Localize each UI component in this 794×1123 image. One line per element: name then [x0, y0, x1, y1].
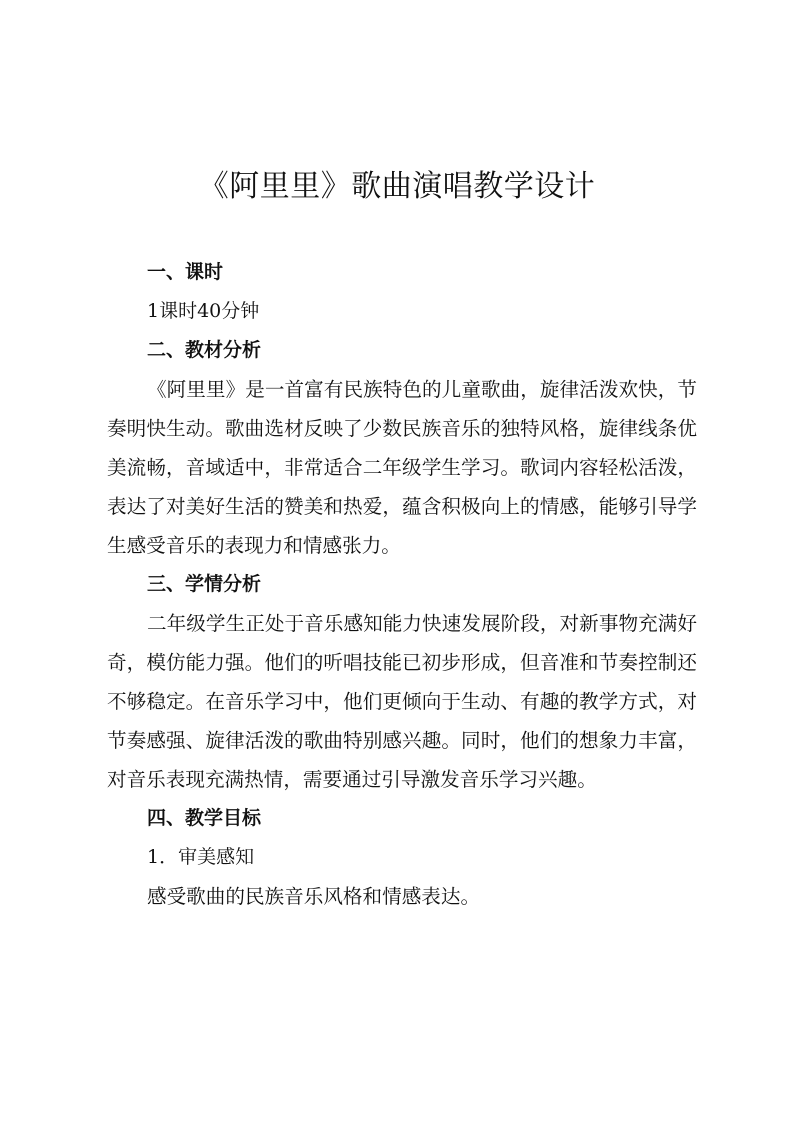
document-body	[107, 253, 697, 916]
section-heading-material-analysis: 二、教材分析	[147, 339, 262, 361]
class-hours-text: 1课时40分钟	[147, 300, 260, 322]
section-heading-student-analysis: 三、学情分析	[147, 573, 262, 595]
teaching-goal-subheading: 1．审美感知	[147, 846, 255, 868]
material-analysis-paragraph: 《阿里里》是一首富有民族特色的儿童歌曲，旋律活泼欢快，节奏明快生动。歌曲选材反映了少数民族音乐的独特风格，旋律线条优美流畅，音域适中，非常适合二年级学生学习。歌词内容轻松活泼，表达了对美好生活的赞美和热爱，蕴含积极向上的情感，能够引导学生感受音乐的表现力和情感张力。	[107, 378, 697, 557]
section-heading-class-hours: 一、课时	[147, 261, 224, 283]
document-title: 《阿里里》歌曲演唱教学设计	[198, 169, 596, 205]
teaching-goal-paragraph: 感受歌曲的民族音乐风格和情感表达。	[147, 885, 481, 908]
student-analysis-paragraph: 二年级学生正处于音乐感知能力快速发展阶段，对新事物充满好奇，模仿能力强。他们的听唱技能已初步形成，但音准和节奏控制还不够稳定。在音乐学习中，他们更倾向于生动、有趣的教学方式，对节奏感强、旋律活泼的歌曲特别感兴趣。同时，他们的想象力丰富，对音乐表现充满热情，需要通过引导激发音乐学习兴趣。	[107, 612, 697, 791]
section-heading-teaching-goals: 四、教学目标	[147, 807, 262, 829]
